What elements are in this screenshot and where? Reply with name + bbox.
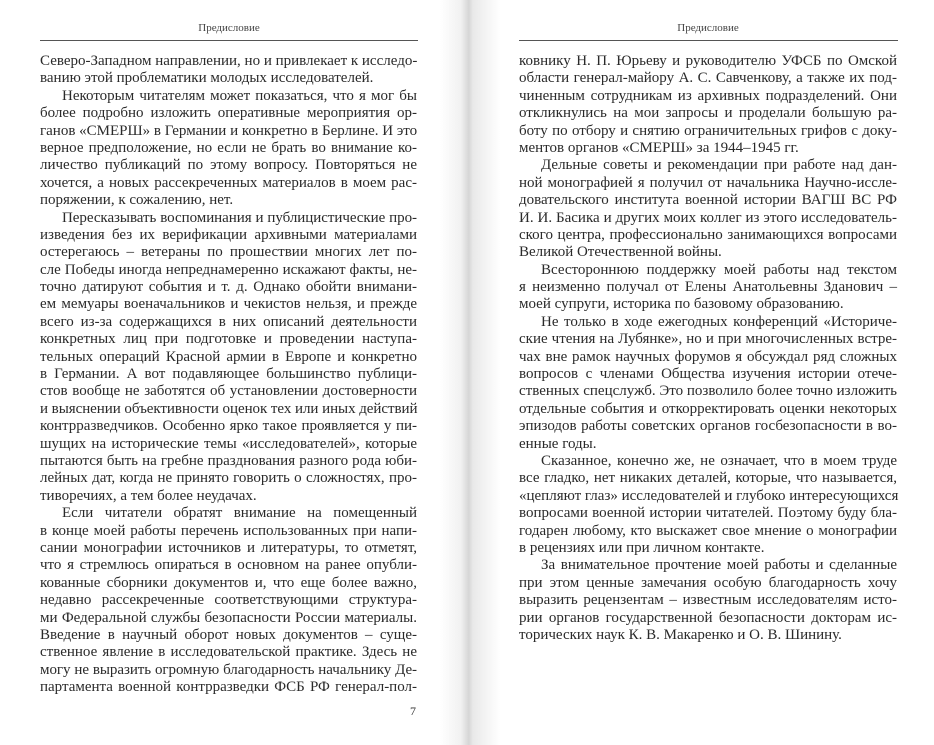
text-line: ной монографией я получил от начальника Научно-иссле-: [519, 174, 897, 191]
text-line: все гладко, нет никаких деталей, которые, что называется,: [519, 470, 897, 487]
text-line: ганов «СМЕРШ» в Германии и конкретно в Берлине. И это: [40, 122, 418, 139]
text-line: личество публикаций по этому вопросу. Повторяться не: [40, 157, 417, 174]
text-line: сании монографии источников и литературы, то отметят,: [40, 539, 417, 556]
text-line: эпизодов работы советских органов госбезопасности в во-: [519, 418, 897, 435]
running-header: Предисловие: [677, 22, 739, 34]
text-line: я неизменно получал от Елены Анатольевны Здaнович –: [519, 279, 897, 296]
text-line: партамента военной контрразведки ФСБ РФ генерал-пол-: [40, 679, 417, 696]
right-page: [466, 0, 934, 745]
text-line: Введение в научный оборот новых документов – суще-: [40, 626, 417, 643]
text-line: изведения без их верификации архивными материалами: [40, 226, 417, 243]
text-line: в рецензиях или при личном контакте.: [519, 539, 765, 556]
text-line: годарен любому, кто выскажет свое мнение о монографии: [519, 522, 897, 539]
text-line: недавно рассекреченные соответствующими структура-: [40, 592, 417, 609]
text-line: чах вне рамок научных форумов я обсуждал ряд сложных: [519, 348, 897, 365]
text-line: всего из-за содержащихся в них описаний деятельности: [40, 313, 417, 330]
text-line: моей супруги, историка по базовому образованию.: [519, 296, 844, 313]
page-number: 7: [410, 704, 416, 718]
text-line: точно датируют события и т. д. Однако обойти внимани-: [40, 279, 417, 296]
text-line: стов вообще не заботятся об установлении достоверности: [40, 383, 417, 400]
text-line: За внимательное прочтение моей работы и сделанные: [541, 557, 897, 574]
text-line: торических наук К. В. Макаренко и О. В. Шинину.: [519, 626, 842, 643]
text-line: шущих на исторические темы «исследователей», которые: [40, 435, 417, 452]
text-line: при этом ценные замечания особую благодарность хочу: [519, 574, 897, 591]
text-line: в конце моей работы перечень использованных при напи-: [40, 522, 417, 539]
text-line: лейных дат, когда не принято говорить о сложностях, про-: [40, 470, 417, 487]
text-line: боту по отбору и снятию ограничительных грифов с доку-: [519, 122, 897, 139]
text-line: ские чтения на Лубянке», но и при многочисленных встре-: [519, 331, 897, 348]
text-line: Сказанное, конечно же, не означает, что в моем труде: [541, 452, 897, 469]
text-line: ем мемуары военачальников и чекистов нельзя, и прежде: [40, 296, 417, 313]
text-line: ского центра, профессионально занимающихся вопросами: [519, 226, 897, 243]
text-line: остерегаюсь – ветераны по прошествии многих лет по-: [40, 244, 417, 261]
text-line: Великой Отечественной войны.: [519, 244, 722, 261]
header-rule: [40, 40, 418, 41]
text-line: довательского института военной истории ВАГШ ВС РФ: [519, 192, 897, 209]
header-rule: [519, 40, 898, 41]
text-line: пытаются быть на гребне празднования разного рода юби-: [40, 452, 417, 469]
text-line: тельных операций Красной армии в Европе и конкретно: [40, 348, 417, 365]
text-line: откликнулись на мои запросы и проделали большую ра-: [519, 105, 897, 122]
text-line: кованные сборники документов и, что еще более важно,: [40, 574, 417, 591]
text-line: могу не выразить огромную благодарность начальнику Де-: [40, 661, 417, 678]
text-line: тиворечиях, а тем более неудачах.: [40, 487, 257, 504]
text-line: поряжении, к сожалению, нет.: [40, 192, 234, 209]
text-line: сле Победы иногда непреднамеренно искажают факты, не-: [40, 261, 417, 278]
text-line: ственных спецслужб. Это позволило более точно изложить: [519, 383, 897, 400]
text-line: Если читатели обратят внимание на помещенный: [62, 505, 417, 522]
text-line: и выяснении объективности оценок тех или иных действий: [40, 400, 418, 417]
running-header: Предисловие: [198, 22, 260, 34]
text-line: области генерал-майору А. С. Савченкову, а также их под-: [519, 70, 897, 87]
text-line: конкретных лиц при подготовке и проведении наступа-: [40, 331, 417, 348]
text-line: в Германии. А вот подавляющее большинство публици-: [40, 366, 417, 383]
text-line: ковнику Н. П. Юрьеву и руководителю УФСБ по Омской: [519, 53, 897, 69]
text-line: ми Федеральной службы безопасности России материалы.: [40, 609, 417, 626]
text-line: Всестороннюю поддержку моей работы над текстом: [541, 261, 897, 278]
text-line: Некоторым читателям может показаться, что я мог бы: [62, 87, 417, 104]
text-line: ванию этой проблематики молодых исследователей.: [40, 70, 374, 87]
text-line: контрразведчиков. Особенно ярко такое проявляется у пи-: [40, 418, 417, 435]
text-line: вопросов с членами Общества изучения истории отече-: [519, 366, 897, 383]
text-line: Пересказывать воспоминания и публицистические про-: [62, 209, 417, 226]
text-line: выразить рецензентам – известным исследователям исто-: [519, 592, 897, 609]
text-line: отдельные события и откорректировать оценки некоторых: [519, 400, 897, 417]
text-line: чиненным сотрудникам из архивных подразделений. Они: [519, 87, 897, 104]
text-line: Дельные советы и рекомендации при работе над дан-: [541, 157, 897, 174]
text-line: Северо-Западном направлении, но и привлекает к исследо-: [40, 53, 418, 69]
text-line: ментов органов «СМЕРШ» за 1944–1945 гг.: [519, 139, 799, 156]
body-text: [40, 53, 417, 696]
text-line: И. И. Басика и других моих коллег из этого исследователь-: [519, 209, 897, 226]
text-line: что я стремлюсь опираться в основном на ранее опубли-: [40, 557, 417, 574]
book-gutter: [440, 0, 500, 745]
text-line: хочется, а новых рассекреченных материалов в моем рас-: [40, 174, 417, 191]
text-line: ственное явление в исследовательской практике. Здесь не: [40, 644, 417, 661]
text-line: более подробно изложить оперативные мероприятия ор-: [40, 105, 417, 122]
text-line: енные годы.: [519, 435, 597, 452]
text-line: вопросами военной истории читателей. Поэтому буду бла-: [519, 505, 897, 522]
text-line: «цепляют глаз» исследователей и глубоко интересующихся: [519, 487, 899, 504]
text-line: рии органов государственной безопасности докторам ис-: [519, 609, 897, 626]
text-line: Не только в ходе ежегодных конференций «Историче-: [541, 313, 897, 330]
text-line: верное предположение, но если не брать во внимание ко-: [40, 139, 417, 156]
body-text: [519, 53, 897, 644]
